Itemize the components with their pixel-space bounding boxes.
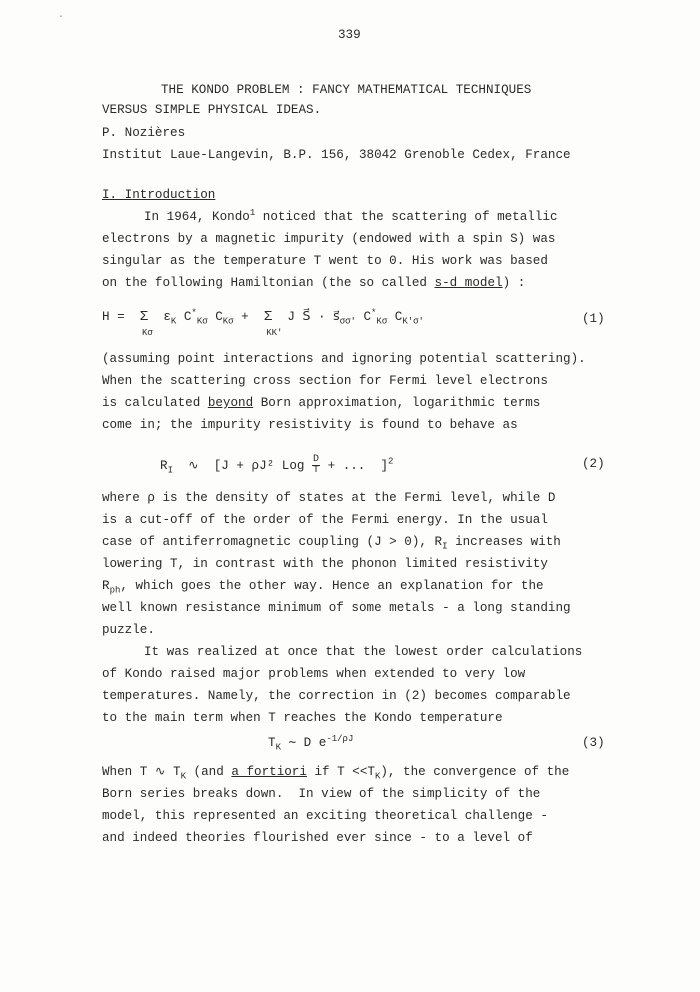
p4-line-3: temperatures. Namely, the correction in (2) becomes comparable <box>102 689 571 703</box>
equation-3-number: (3) <box>582 736 605 750</box>
equation-1-number: (1) <box>582 312 605 326</box>
p3-line-7: puzzle. <box>102 623 155 637</box>
p3-line-3: case of antiferromagnetic coupling (J > 0), $R_I$ increases with <box>102 535 561 552</box>
equation-1: H = Σ $\varepsilon_K$ $C^*_{K\sigma}$ $C_{K\sigma} + \Sigma$ J S⃗ · $s⃗_{\sigma\sigma'}$ $C^*_{K\sigma}$ $C_{K'\sigma'}$ <box>102 307 424 327</box>
title-line-2: VERSUS SIMPLE PHYSICAL IDEAS. <box>102 103 322 117</box>
section-heading: I. Introduction <box>102 188 216 202</box>
author: P. Nozières <box>102 126 186 140</box>
title-line-1: THE KONDO PROBLEM : FANCY MATHEMATICAL TECHNIQUES <box>161 83 532 97</box>
p2-line-3: is calculated beyond Born approximation, logarithmic terms <box>102 396 541 410</box>
p1-line-1: In 1964, Kondo$^1$ noticed that the scattering of metallic <box>144 207 558 224</box>
p3-line-6: well known resistance minimum of some metals - a long standing <box>102 601 571 615</box>
p4-line-1: It was realized at once that the lowest order calculations <box>144 645 583 659</box>
p4-line-2: of Kondo raised major problems when extended to very low <box>102 667 526 681</box>
equation-3: $T_K$ ∼ D $e^{-1/\rho J}$ <box>268 733 354 753</box>
p1-line-2: electrons by a magnetic impurity (endowed with a spin S) was <box>102 232 556 246</box>
p3-line-5: $R_{ph}$, which goes the other way. Hence an explanation for the <box>102 579 544 596</box>
equation-2-number: (2) <box>582 457 605 471</box>
p3-line-4: lowering T, in contrast with the phonon limited resistivity <box>102 557 548 571</box>
p2-line-2: When the scattering cross section for Fermi level electrons <box>102 374 548 388</box>
affiliation: Institut Laue-Langevin, B.P. 156, 38042 Grenoble Cedex, France <box>102 148 571 162</box>
p5-line-3: model, this represented an exciting theoretical challenge - <box>102 809 548 823</box>
p5-line-2: Born series breaks down. In view of the simplicity of the <box>102 787 541 801</box>
page-number: 339 <box>338 28 361 42</box>
equation-1-subscripts: Kσ KK' <box>142 328 283 338</box>
scan-speck: · <box>58 12 65 23</box>
p4-line-4: to the main term when T reaches the Kondo temperature <box>102 711 503 725</box>
p5-line-1: When T ∿ $T_K$ (and a fortiori if $T <<T_K$), the convergence of the <box>102 765 570 782</box>
p3-line-2: is a cut-off of the order of the Fermi energy. In the usual <box>102 513 548 527</box>
p3-line-1: where ρ is the density of states at the Fermi level, while D <box>102 491 556 505</box>
footnote-ref: 1 <box>249 207 256 218</box>
equation-2: $R_I$ ∿ [J + ρJ² Log $\frac{D}{T}$ + ... ]$^2$ <box>160 454 394 476</box>
p2-line-1: (assuming point interactions and ignoring potential scattering). <box>102 352 586 366</box>
p1-line-3: singular as the temperature T went to 0. His work was based <box>102 254 548 268</box>
p2-line-4: come in; the impurity resistivity is found to behave as <box>102 418 518 432</box>
p5-line-4: and indeed theories flourished ever since - to a level of <box>102 831 533 845</box>
p1-line-4: on the following Hamiltonian (the so called s-d model) : <box>102 276 526 290</box>
